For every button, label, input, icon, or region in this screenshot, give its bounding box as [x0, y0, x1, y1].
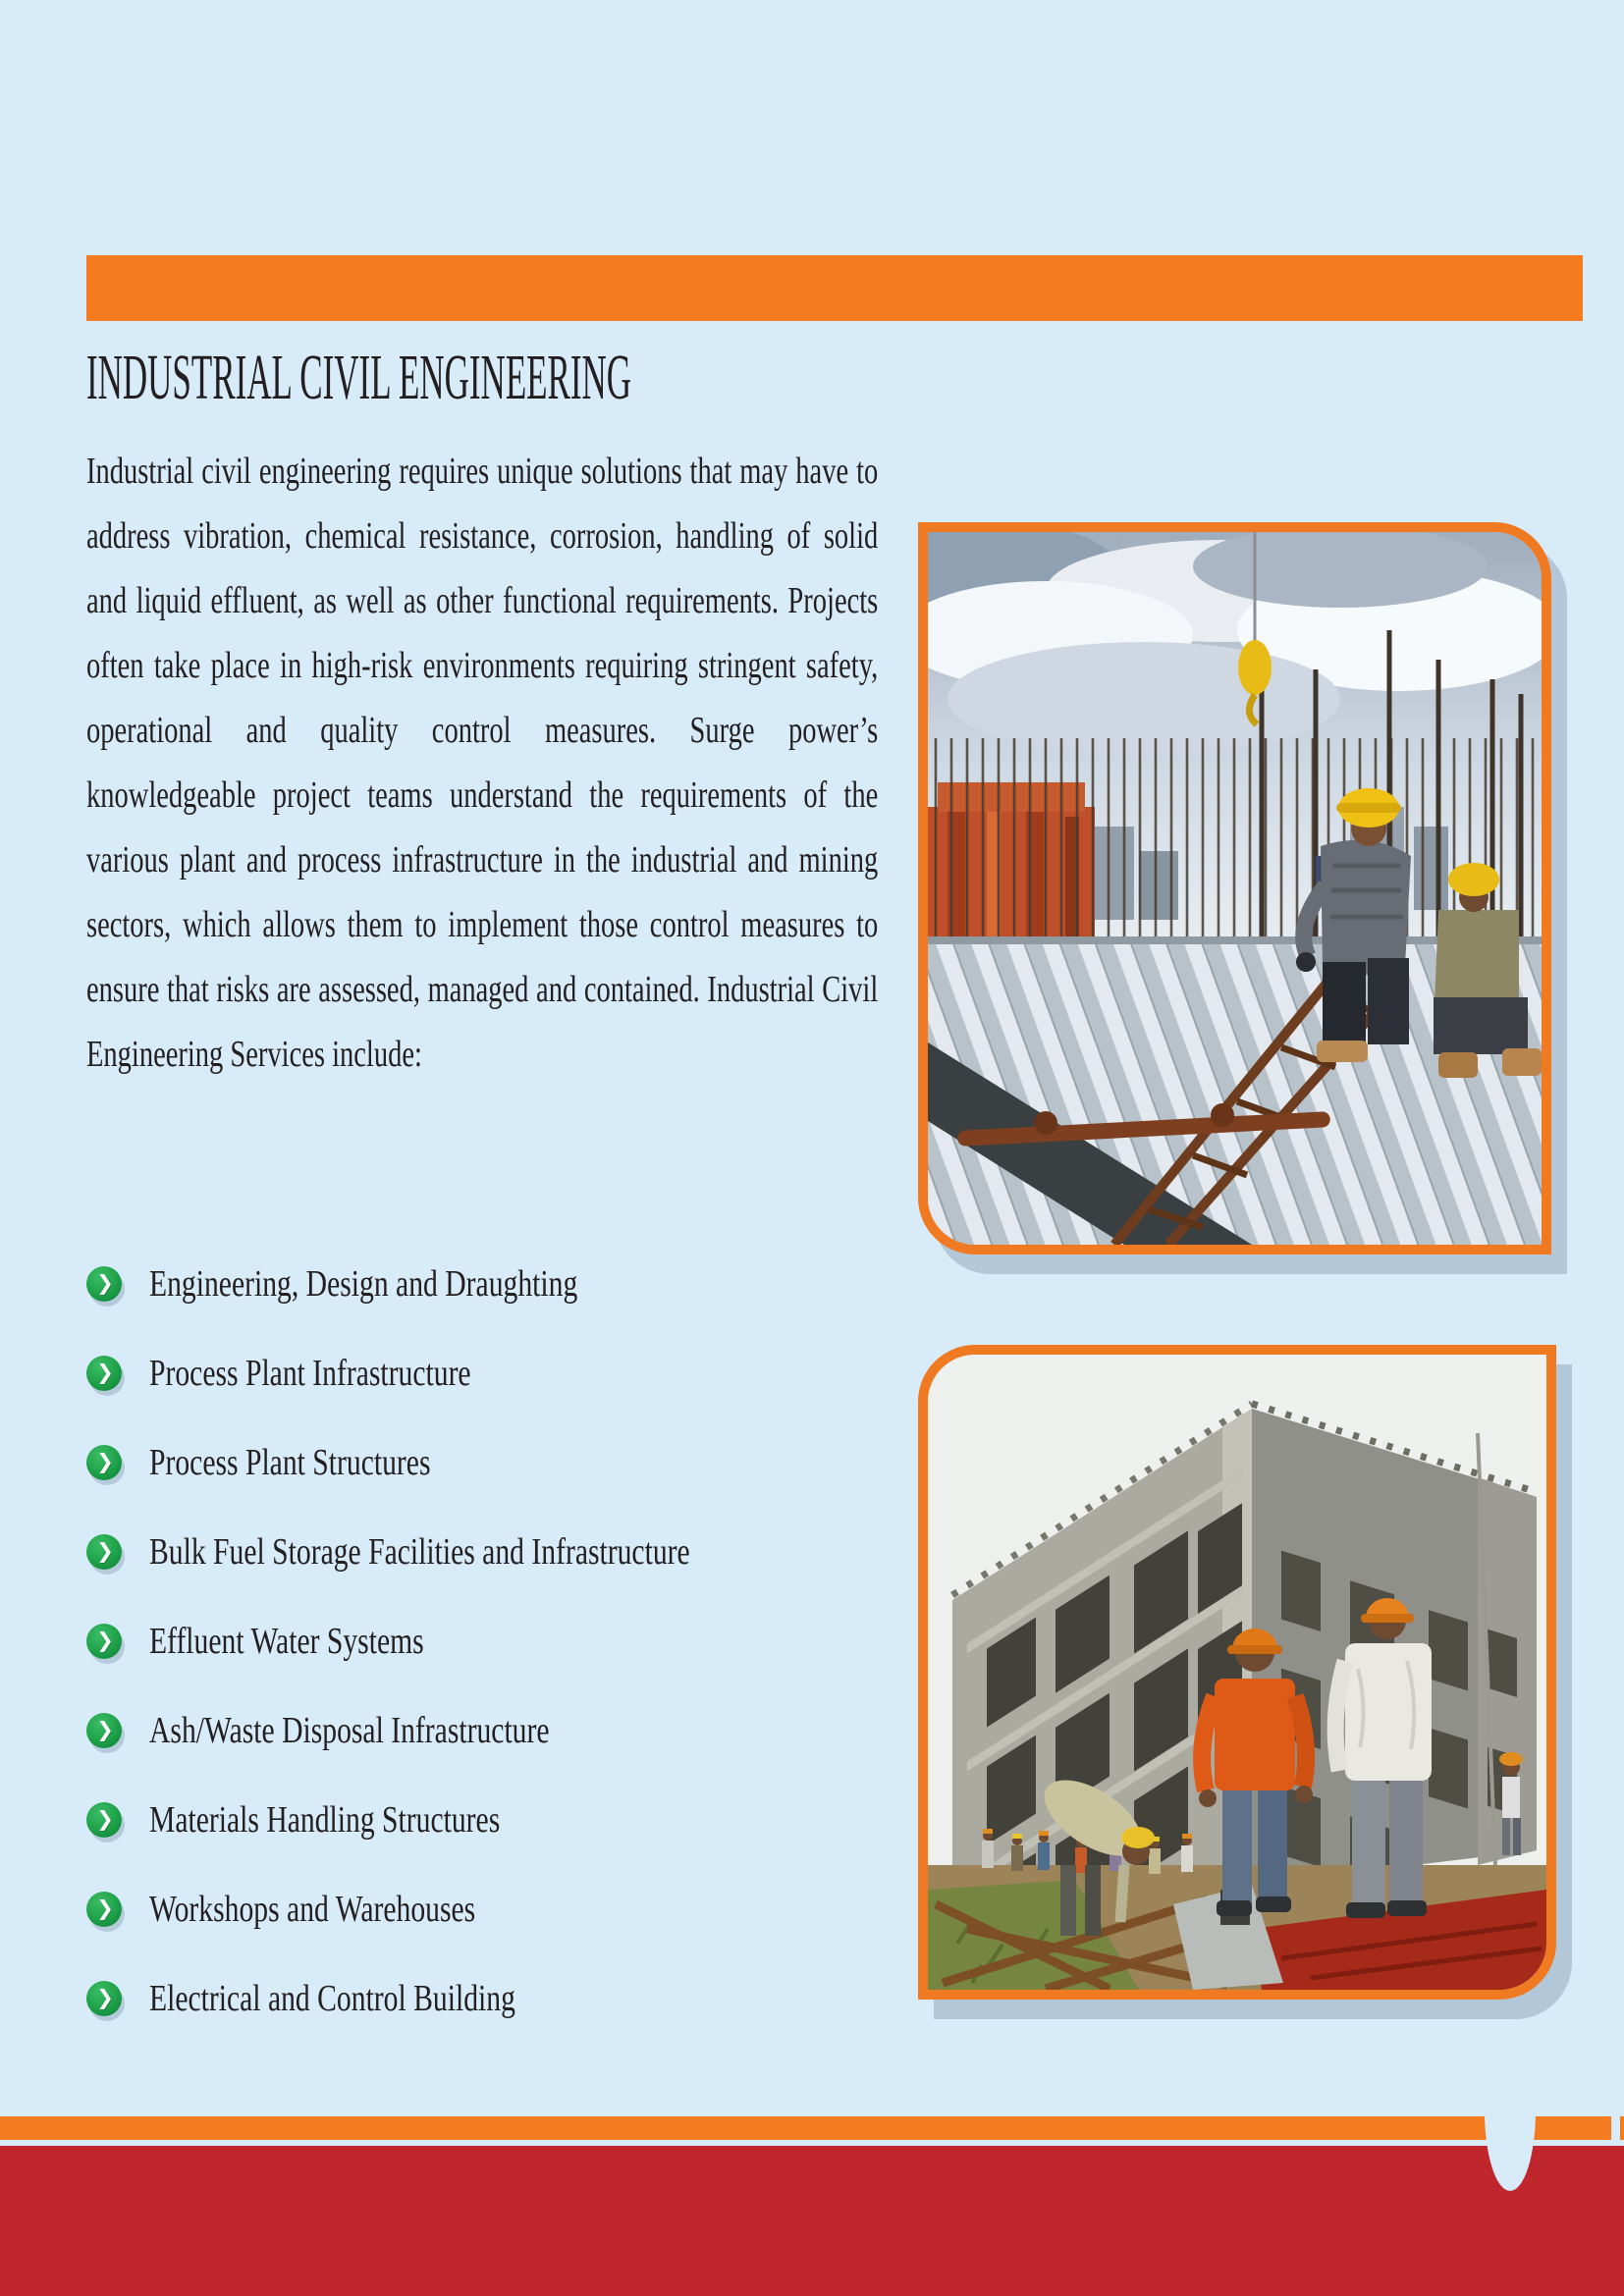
balloon-shape	[1485, 2024, 1536, 2191]
chevron-glyph: ❯	[96, 1361, 114, 1384]
chevron-glyph: ❯	[96, 1896, 114, 1920]
bottom-strip-notch	[1611, 2116, 1620, 2140]
chevron-bullet-icon	[86, 1892, 122, 1927]
chevron-bullet-icon	[86, 1445, 122, 1480]
list-item	[86, 1507, 842, 1596]
photo-building-site-art	[928, 1355, 1546, 1990]
list-item	[86, 1596, 842, 1685]
photo-building-site	[918, 1345, 1556, 2000]
chevron-bullet-icon	[86, 1802, 122, 1838]
chevron-bullet-icon	[86, 1534, 122, 1570]
services-list	[86, 1239, 842, 2043]
service-label: Electrical and Control Building	[149, 1977, 515, 2019]
chevron-glyph: ❯	[96, 1450, 114, 1473]
service-label: Bulk Fuel Storage Facilities and Infrastructure	[149, 1530, 690, 1573]
page-title: INDUSTRIAL CIVIL ENGINEERING	[86, 342, 632, 413]
service-label: Process Plant Structures	[149, 1441, 431, 1483]
list-item	[86, 1685, 842, 1775]
list-item	[86, 1239, 842, 1328]
chevron-bullet-icon	[86, 1356, 122, 1391]
photo-construction-deck	[918, 522, 1551, 1255]
bottom-orange-strip	[0, 2116, 1624, 2140]
chevron-bullet-icon	[86, 1981, 122, 2016]
chevron-glyph: ❯	[96, 1718, 114, 1741]
list-item	[86, 1864, 842, 1953]
chevron-glyph: ❯	[96, 1807, 114, 1831]
service-label: Workshops and Warehouses	[149, 1888, 476, 1930]
list-item	[86, 1328, 842, 1417]
chevron-bullet-icon	[86, 1266, 122, 1302]
chevron-bullet-icon	[86, 1713, 122, 1748]
list-item	[86, 1775, 842, 1864]
chevron-glyph: ❯	[96, 1271, 114, 1295]
service-label: Materials Handling Structures	[149, 1798, 501, 1841]
chevron-glyph: ❯	[96, 1986, 114, 2009]
chevron-glyph: ❯	[96, 1629, 114, 1652]
bottom-red-band	[0, 2146, 1624, 2296]
list-item	[86, 1417, 842, 1507]
photo-construction-deck-art	[928, 532, 1542, 1245]
service-label: Process Plant Infrastructure	[149, 1352, 471, 1394]
chevron-bullet-icon	[86, 1624, 122, 1659]
top-accent-bar	[86, 255, 1583, 321]
service-label: Ash/Waste Disposal Infrastructure	[149, 1709, 550, 1751]
chevron-glyph: ❯	[96, 1539, 114, 1563]
service-label: Effluent Water Systems	[149, 1620, 424, 1662]
list-item	[86, 1953, 842, 2043]
service-label: Engineering, Design and Draughting	[149, 1262, 578, 1305]
intro-paragraph: Industrial civil engineering requires unique solutions that may have to address vibration, chemical resistance, corrosion, handling of solid and liquid effluent, as well as other functional requirements. Projects often take place in high-risk environments requiring stringent safety, operational and quality control measures. Surge power’s knowledgeable project teams understand the requirements of the various plant and process infrastructure in the industrial and mining sectors, which allows them to implement those control measures to ensure that risks are assessed, managed and contained. Industrial Civil Engineering Services include:	[86, 451, 879, 1075]
